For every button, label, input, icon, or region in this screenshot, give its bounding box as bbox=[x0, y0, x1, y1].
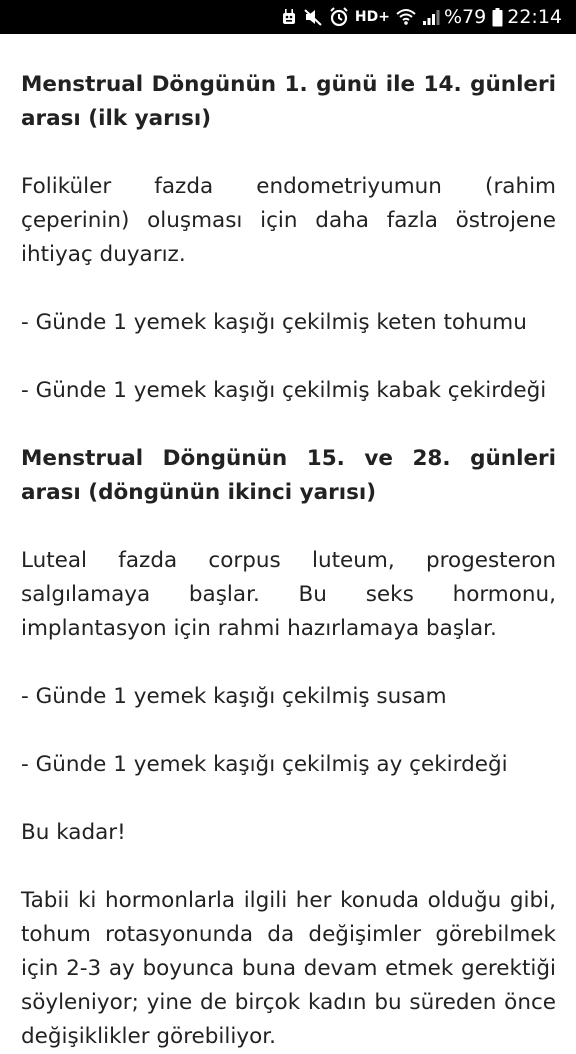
signal-icon bbox=[422, 5, 440, 29]
wifi-icon bbox=[396, 5, 416, 29]
clock: 22:14 bbox=[507, 6, 562, 28]
alarm-icon bbox=[329, 5, 349, 29]
section-heading-first-half: Menstrual Döngünün 1. günü ile 14. günleri arası (ilk yarısı) bbox=[21, 72, 556, 131]
list-item: - Günde 1 yemek kaşığı çekilmiş susam bbox=[21, 684, 447, 709]
luteal-phase-paragraph: Luteal fazda corpus luteum, progesteron salgılamaya başlar. Bu seks hormonu, implantasyon için rahmi hazırlamaya başlar. bbox=[21, 548, 556, 641]
final-paragraph: Tabii ki hormonlarla ilgili her konuda olduğu gibi, tohum rotasyonunda da değişimler görebilmek için 2-3 ay boyunca buna devam etmek gerektiği söyleniyor; yine de birçok kadın bu süreden önce değişiklikler görebiliyor. bbox=[21, 888, 556, 1049]
hd-plus-icon: HD+ bbox=[354, 9, 390, 25]
follicular-phase-paragraph: Foliküler fazda endometriyumun (rahim çeperinin) oluşması için daha fazla östrojene ihtiyaç duyarız. bbox=[21, 174, 556, 267]
section-heading-second-half: Menstrual Döngünün 15. ve 28. günleri arası (döngünün ikinci yarısı) bbox=[21, 446, 556, 505]
list-item: - Günde 1 yemek kaşığı çekilmiş ay çekirdeği bbox=[21, 752, 508, 777]
battery-icon bbox=[492, 5, 503, 29]
list-item: - Günde 1 yemek kaşığı çekilmiş keten tohumu bbox=[21, 310, 527, 335]
article-content bbox=[21, 68, 556, 1054]
status-bar bbox=[0, 0, 576, 34]
android-debug-icon bbox=[281, 5, 297, 29]
battery-percent: %79 bbox=[444, 6, 487, 28]
list-item: - Günde 1 yemek kaşığı çekilmiş kabak çekirdeği bbox=[21, 378, 547, 403]
mute-icon bbox=[303, 5, 323, 29]
closing-line: Bu kadar! bbox=[21, 820, 126, 845]
